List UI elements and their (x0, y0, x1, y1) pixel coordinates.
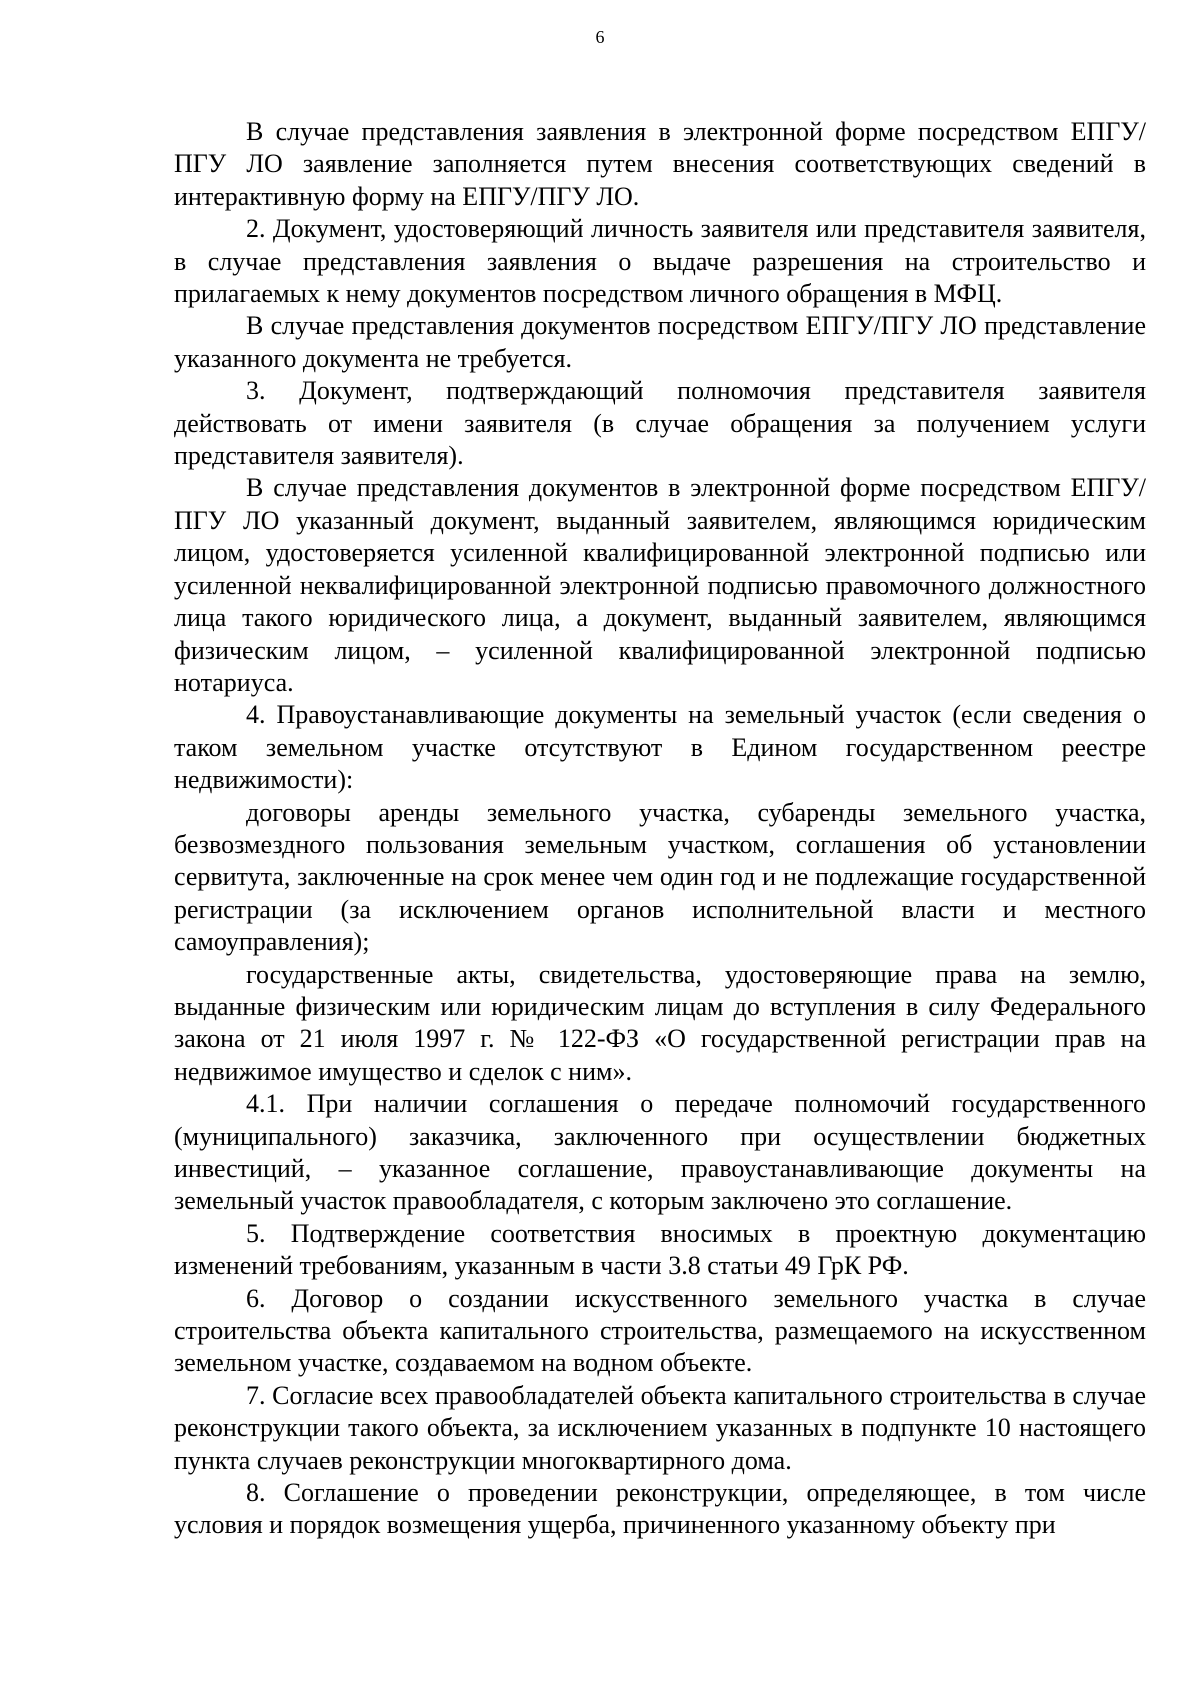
paragraph-item-7-consent: 7. Согласие всех правообладателей объекта капитального строительства в случае реконструкции такого объекта, за исключением указанных в подпункте 10 настоящего пункта случаев реконструкции многоквартирного дома. (174, 1380, 1146, 1475)
paragraph-item-5-compliance: 5. Подтверждение соответствия вносимых в проектную документацию изменений требованиям, указанным в части 3.8 статьи 49 ГрК РФ. (174, 1218, 1146, 1281)
paragraph-item-4-1-agreement: 4.1. При наличии соглашения о передаче полномочий государственного (муниципального) заказчика, заключенного при осуществлении бюджетных инвестиций, – указанное соглашение, правоустанавливающие документы на земельный участок правообладателя, с которым заключено это соглашение. (174, 1089, 1146, 1216)
paragraph-item-6-artificial-land: 6. Договор о создании искусственного земельного участка в случае строительства объекта капитального строительства, размещаемого на искусственном земельном участке, создаваемом на водном объекте. (174, 1283, 1146, 1378)
paragraph-item-8-reconstruction: 8. Соглашение о проведении реконструкции, определяющее, в том числе условия и порядок возмещения ущерба, причиненного указанному объекту при (174, 1478, 1146, 1540)
paragraph-item-3-authority-document: 3. Документ, подтверждающий полномочия представителя заявителя действовать от имени заявителя (в случае обращения за получением услуги представителя заявителя). (174, 376, 1146, 471)
paragraph-item-2-identity-document: 2. Документ, удостоверяющий личность заявителя или представителя заявителя, в случае представления заявления о выдаче разрешения на строительство и прилагаемых к нему документов посредством личного обращения в МФЦ. (174, 214, 1146, 309)
document-body (174, 116, 1146, 1542)
page-number: 6 (595, 27, 605, 47)
paragraph-electronic-signature: В случае представления документов в электронной форме посредством ЕПГУ/ПГУ ЛО указанный документ, выданный заявителем, являющимся юридическим лицом, удостоверяется усиленной квалифицированной электронной подписью или усиленной неквалифицированной электронной подписью правомочного должностного лица такого юридического лица, а документ, выданный заявителем, являющимся физическим лицом, – усиленной квалифицированной электронной подписью нотариуса. (174, 473, 1146, 697)
paragraph-state-acts: государственные акты, свидетельства, удостоверяющие права на землю, выданные физическим или юридическим лицам до вступления в силу Федерального закона от 21 июля 1997 г. № 122-ФЗ «О государственной регистрации прав на недвижимое имущество и сделок с ним». (174, 959, 1146, 1086)
paragraph-identity-not-required: В случае представления документов посредством ЕПГУ/ПГУ ЛО представление указанного документа не требуется. (174, 311, 1146, 373)
paragraph-item-4-title-documents: 4. Правоустанавливающие документы на земельный участок (если сведения о таком земельном участке отсутствуют в Едином государственном реестре недвижимости): (174, 700, 1146, 795)
paragraph-lease-agreements: договоры аренды земельного участка, субаренды земельного участка, безвозмездного пользования земельным участком, соглашения об установлении сервитута, заключенные на срок менее чем один год и не подлежащие государственной регистрации (за исключением органов исполнительной власти и местного самоуправления); (174, 797, 1146, 957)
paragraph-electronic-application: В случае представления заявления в электронной форме посредством ЕПГУ/ПГУ ЛО заявление заполняется путем внесения соответствующих сведений в интерактивную форму на ЕПГУ/ПГУ ЛО. (174, 117, 1146, 211)
